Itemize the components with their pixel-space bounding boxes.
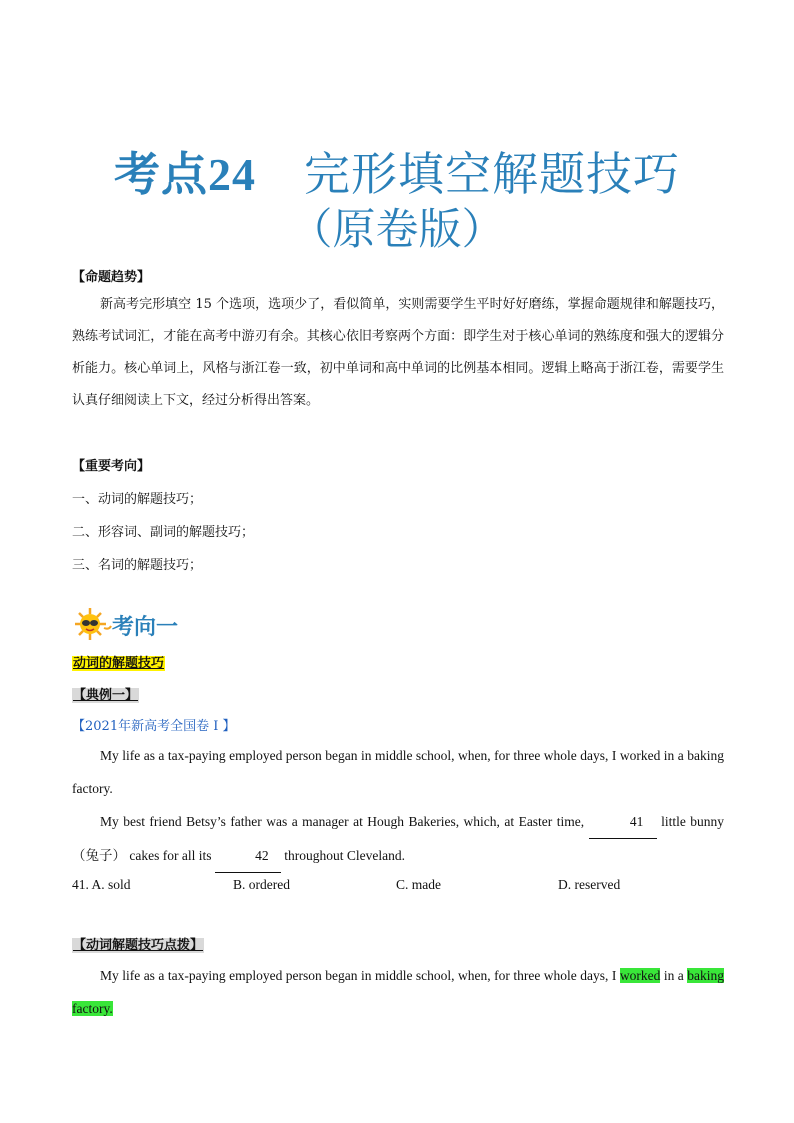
tips-highlight-baking-factory: baking factory. [72, 968, 725, 1016]
blank-41: 41 [589, 805, 657, 839]
trend-heading: 【命题趋势】 [72, 270, 151, 285]
tips-text-b: in a [663, 968, 684, 983]
passage-text-c: throughout Cleveland. [284, 848, 405, 863]
options-row [72, 877, 724, 893]
title-text: 完形填空解题技巧 [304, 147, 680, 201]
section-subtitle: 动词的解题技巧 [73, 656, 165, 671]
passage-paragraph-2 [72, 805, 724, 873]
direction-item-2: 二、形容词、副词的解题技巧； [72, 525, 255, 540]
tips-paragraph [72, 959, 724, 1025]
tips-text-a: My life as a tax-paying employed person began in middle school, when, for three whole days, I [100, 968, 617, 983]
directions-section [72, 455, 724, 573]
direction-item-3: 三、名词的解题技巧； [72, 558, 203, 573]
direction-item-1: 一、动词的解题技巧； [72, 492, 203, 507]
blank-42: 42 [215, 839, 281, 873]
option-a: 41. A. sold [72, 877, 131, 892]
passage-text-a: My best friend Betsy’s father was a manager at Hough Bakeries, which, at Easter time, [100, 814, 585, 829]
example-section [72, 652, 724, 734]
example-source: 【2021年新高考全国卷 I 】 [72, 719, 236, 734]
directions-heading: 【重要考向】 [72, 459, 151, 474]
trend-text: 新高考完形填空 15 个选项，选项少了，看似简单，实则需要学生平时好好磨练，掌握命题规律和解题技巧，熟练考试词汇，才能在高考中游刃有余。其核心依旧考察两个方面：即学生对于核心单词的熟练度和强大的逻辑分析能力。核心单词上，风格与浙江卷一致，初中单词和高中单词的比例基本相同。逻辑上略高于浙江卷，需要学生认真仔细阅读上下文，经过分析得出答案。 [72, 297, 724, 408]
tips-highlight-worked: worked [619, 968, 661, 983]
tips-tag: 【动词解题技巧点拨】 [73, 938, 204, 953]
passage-text-b: little bunny （兔子） cakes for all its [72, 814, 725, 863]
option-c: C. made [396, 877, 441, 892]
page-title [0, 138, 794, 204]
option-d: D. reserved [558, 877, 621, 892]
passage [72, 739, 724, 893]
passage-paragraph-1: My life as a tax-paying employed person began in middle school, when, for three whole days, I worked in a baking factory. [72, 748, 724, 796]
option-b: B. ordered [233, 877, 290, 892]
example-tag: 【典例一】 [73, 688, 139, 703]
sun-glasses-icon [72, 606, 112, 642]
tips-section [72, 934, 724, 1025]
page-subtitle: （原卷版） [289, 205, 505, 255]
section-title: 考向一 [112, 615, 179, 640]
trend-section [72, 266, 724, 417]
title-number: 考点24 [114, 149, 256, 200]
